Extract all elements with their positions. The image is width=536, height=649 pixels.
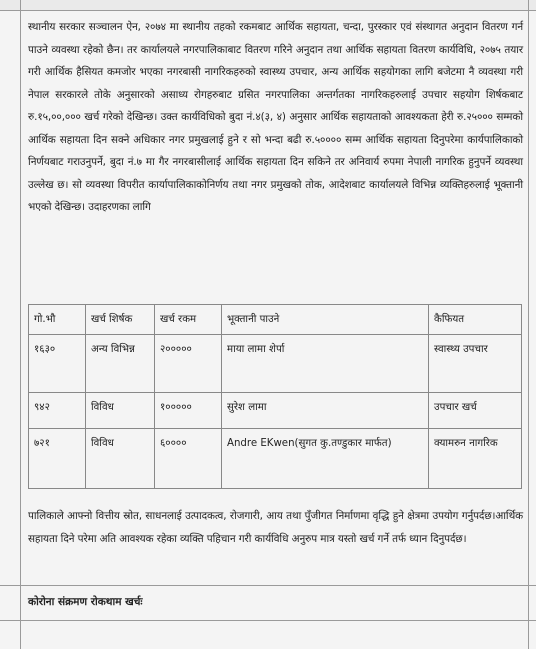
table-row bbox=[29, 393, 522, 429]
cell-remarks: क्यामरुन नागरिक bbox=[429, 429, 522, 489]
cell-payee: माया लामा शेर्पा bbox=[222, 335, 429, 393]
cell-amount: ६०००० bbox=[155, 429, 222, 489]
right-border bbox=[528, 0, 529, 649]
payments-table bbox=[28, 304, 522, 489]
top-border-band bbox=[0, 0, 536, 10]
header-voucher: गो.भौ bbox=[29, 305, 86, 335]
header-remarks: कैफियत bbox=[429, 305, 522, 335]
cell-voucher: ७२१ bbox=[29, 429, 86, 489]
cell-amount: २००००० bbox=[155, 335, 222, 393]
cell-expense-heading: विविध bbox=[86, 393, 155, 429]
intro-paragraph: स्थानीय सरकार सञ्चालन ऐन, २०७४ मा स्थानीय तहको रकमबाट आर्थिक सहायता, चन्दा, पुरस्कार एवं संस्थागत अनुदान वितरण गर्न पाउने व्यवस्था रहेको छैन। तर कार्यालयले नगरपालिकाबाट वितरण गरिने अनुदान तथा आर्थिक सहायता वितरण कार्यविधि, २०७५ तयार गरी आर्थिक हैसियत कमजोर भएका नगरबासी नागरिकहरुको स्वास्थ्य उपचार, अन्य आर्थिक सहयोगका लागि बजेटमा नै व्यवस्था गरी नेपाल सरकारले तोके अनुसारको असाध्य रोगहरुबाट ग्रसित नगरपालिका अन्तर्गतका नागरिकहरुलाई उपचार सहयोग शिर्षकबाट रु.१५,००,००० खर्च गरेको देखिन्छ। उक्त कार्यविधिको बुदा नं.४(३, ४) अनुसार आर्थिक सहायताको आवश्यकता हेरी रु.२५००० सम्मको आर्थिक सहायता दिन सक्ने अधिकार नगर प्रमुखलाई हुने र सो भन्दा बढी रु.५०००० सम्म आर्थिक सहायता दिनुपरेमा कार्यपालिकाको निर्णयबाट गराउनुपर्ने, बुदा नं.७ मा गैर नगरबासीलाई आर्थिक सहायता दिन सकिने तर अनिवार्य रुपमा नेपाली नागरिक हुनुपर्ने व्यवस्था उल्लेख छ। सो व्यवस्था विपरीत कार्यापालिकाकोनिर्णय तथा नगर प्रमुखको तोक, आदेशबाट कार्यालयले विभिन्न व्यक्तिहरुलाई भूक्तानी भएको देखिन्छ। उदाहरणका लागि bbox=[28, 21, 523, 213]
cell-remarks: स्वास्थ्य उपचार bbox=[429, 335, 522, 393]
cell-remarks: उपचार खर्च bbox=[429, 393, 522, 429]
header-amount: खर्च रकम bbox=[155, 305, 222, 335]
section-divider bbox=[0, 585, 536, 586]
header-payee: भूक्तानी पाउने bbox=[222, 305, 429, 335]
cell-expense-heading: विविध bbox=[86, 429, 155, 489]
cell-amount: १००००० bbox=[155, 393, 222, 429]
bottom-rule bbox=[0, 620, 536, 621]
top-rule bbox=[0, 10, 536, 11]
section-title: कोरोना संक्रमण रोकथाम खर्चः bbox=[28, 596, 143, 608]
cell-payee: Andre EKwen(सुगत कु.तण्डुकार मार्फत) bbox=[222, 429, 429, 489]
cell-voucher: १६३० bbox=[29, 335, 86, 393]
left-border bbox=[20, 0, 21, 649]
header-expense-heading: खर्च शिर्षक bbox=[86, 305, 155, 335]
table-header-row bbox=[29, 305, 522, 335]
recommendation-paragraph: पालिकाले आफ्नो वित्तीय स्रोत, साधनलाई उत्पादकत्व, रोजगारी, आय तथा पुँजीगत निर्माणमा वृद्धि हुने क्षेत्रमा उपयोग गर्नुपर्दछ।आर्थिक सहायता दिने परेमा अति आवश्यक रहेका व्यक्ति पहिचान गरी कार्यविधि अनुरुप मात्र यस्तो खर्च गर्ने तर्फ ध्यान दिनुपर्दछ। bbox=[28, 510, 523, 545]
table-row bbox=[29, 335, 522, 393]
cell-expense-heading: अन्य विभिन्न bbox=[86, 335, 155, 393]
table-row bbox=[29, 429, 522, 489]
cell-voucher: ९४२ bbox=[29, 393, 86, 429]
cell-payee: सुरेश लामा bbox=[222, 393, 429, 429]
